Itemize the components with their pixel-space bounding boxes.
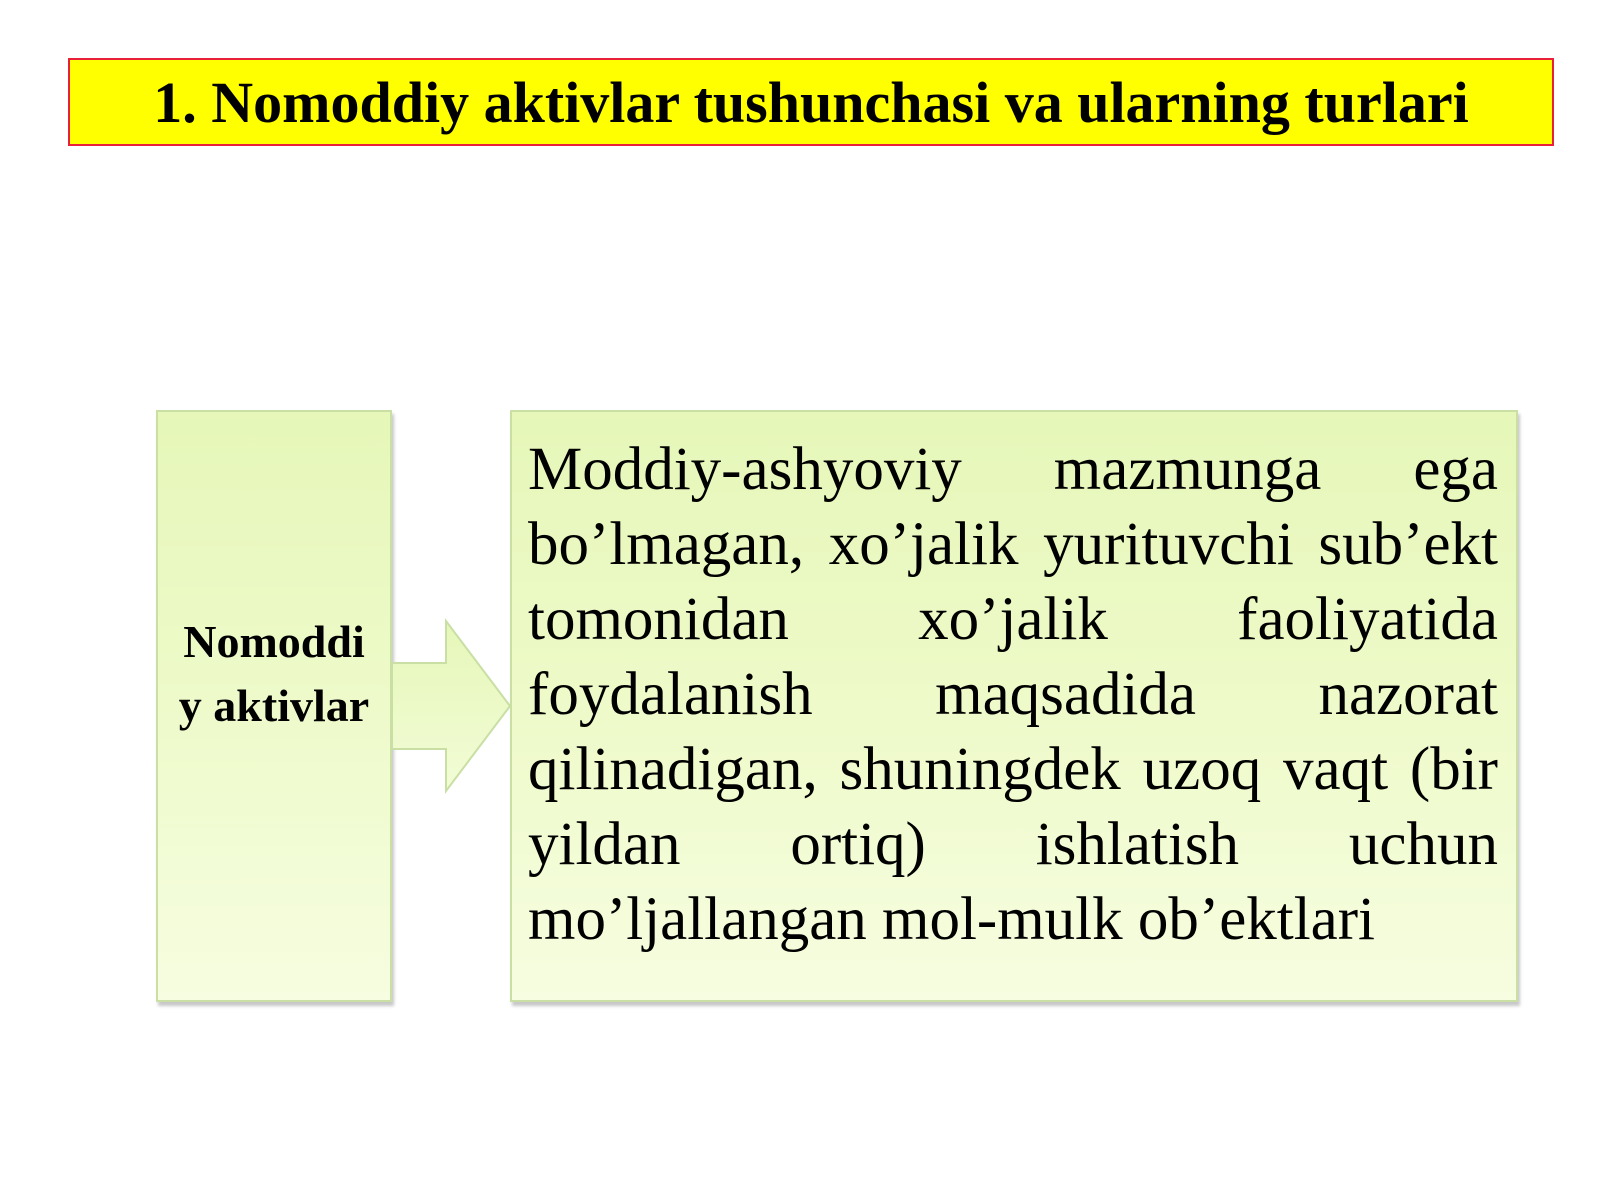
- definition-box: [510, 410, 1518, 1002]
- slide-title: 1. Nomoddiy aktivlar tushunchasi va ularning turlari: [153, 69, 1469, 135]
- right-arrow-icon: [392, 615, 514, 797]
- concept-box: [156, 410, 392, 1002]
- concept-label: Nomoddiy aktivlar: [178, 616, 370, 731]
- title-box: [68, 58, 1554, 146]
- definition-text: Moddiy-ashyoviy mazmunga ega bo’lmagan, xo’jalik yurituvchi sub’ekt tomonidan xo’jalik faoliyatida foydalanish maqsadida nazorat qilinadigan, shuningdek uzoq vaqt (bir yildan ortiq) ishlatish uchun mo’ljallangan mol-mulk ob’ektlari: [528, 436, 1498, 953]
